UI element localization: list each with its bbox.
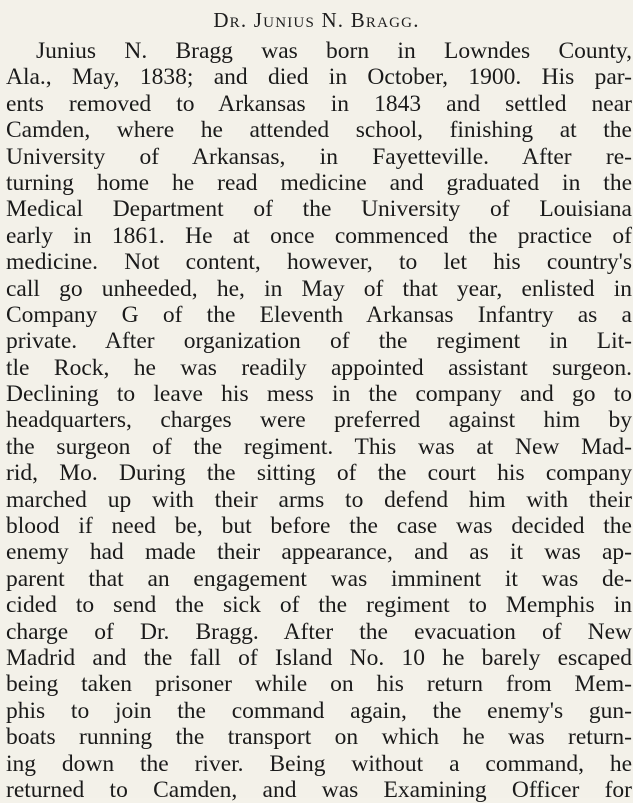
text-line: Company G of the Eleventh Arkansas Infantry as a [6,301,632,328]
text-line: being taken prisoner while on his return from Mem- [6,671,632,698]
text-line: tle Rock, he was readily appointed assistant surgeon. [6,354,632,381]
text-line: Madrid and the fall of Island No. 10 he barely escaped [6,644,632,671]
text-line: headquarters, charges were preferred against him by [6,407,632,434]
text-line: Ala., May, 1838; and died in October, 1900. His par- [6,64,632,91]
text-line: enemy had made their appearance, and as it was ap- [6,539,632,566]
text-line: phis to join the command again, the enemy's gun- [6,697,632,724]
text-line: boats running the transport on which he was return- [6,724,632,751]
text-line: ing down the river. Being without a command, he [6,750,632,777]
text-line: Medical Department of the University of Louisiana [6,196,632,223]
text-line: marched up with their arms to defend him with their [6,486,632,513]
body-text [6,38,632,803]
text-line: call go unheeded, he, in May of that year, enlisted in [6,275,632,302]
text-line: ents removed to Arkansas in 1843 and settled near [6,90,632,117]
text-line: Camden, where he attended school, finishing at the [6,117,632,144]
text-line: returned to Camden, and was Examining Officer for [6,776,632,803]
text-line: University of Arkansas, in Fayetteville. After re- [6,143,632,170]
text-line: rid, Mo. During the sitting of the court his company [6,460,632,487]
text-line: medicine. Not content, however, to let his country's [6,249,632,276]
text-line: parent that an engagement was imminent it was de- [6,565,632,592]
text-line: the surgeon of the regiment. This was at New Mad- [6,433,632,460]
text-line: turning home he read medicine and graduated in the [6,169,632,196]
text-line: early in 1861. He at once commenced the practice of [6,222,632,249]
text-line: Declining to leave his mess in the company and go to [6,381,632,408]
text-line: Junius N. Bragg was born in Lowndes County, [36,38,632,64]
text-line: private. After organization of the regiment in Lit- [6,328,632,355]
page-title: Dr. Junius N. Bragg. [213,8,420,32]
text-line: charge of Dr. Bragg. After the evacuation of New [6,618,632,645]
text-line: cided to send the sick of the regiment to Memphis in [6,592,632,619]
text-line: blood if need be, but before the case was decided the [6,513,632,540]
